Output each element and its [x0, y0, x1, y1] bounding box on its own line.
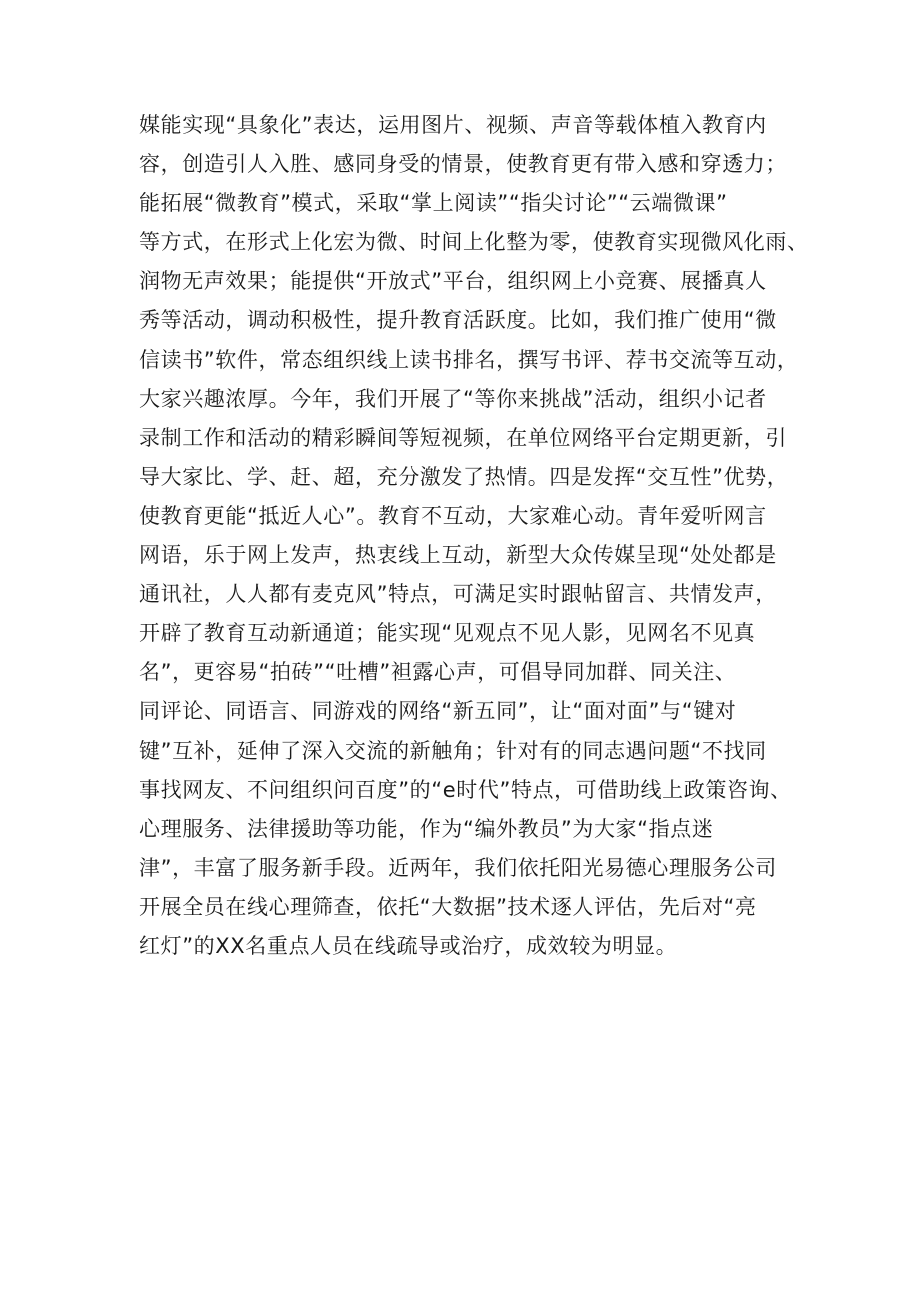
- text-line: 同评论、同语言、同游戏的网络“新五同”，让“面对面”与“键对: [139, 699, 737, 724]
- text-line: 能拓展“微教育”模式，采取“掌上阅读”“指尖讨论”“云端微课”: [139, 191, 728, 216]
- text-line: 导大家比、学、赶、超，充分激发了热情。四是发挥“交互性”优势，: [139, 464, 789, 489]
- text-line: 等方式，在形式上化宏为微、时间上化整为零，使教育实现微风化雨、: [139, 230, 809, 255]
- text-line: 开展全员在线心理筛查，依托“大数据”技术逐人评估，先后对“亮: [139, 894, 757, 919]
- text-line: 网语，乐于网上发声，热衷线上互动，新型大众传媒呈现“处处都是: [139, 543, 777, 568]
- text-line: 信读书”软件，常态组织线上读书排名，撰写书评、荐书交流等互动，: [139, 347, 799, 372]
- text-line: 录制工作和活动的精彩瞬间等短视频，在单位网络平台定期更新，引: [139, 425, 787, 450]
- text-line: 使教育更能“抵近人心”。教育不互动，大家难心动。青年爱听网言: [139, 503, 767, 528]
- text-line: 通讯社，人人都有麦克风”特点，可满足实时跟帖留言、共情发声，: [139, 582, 777, 607]
- text-line: 大家兴趣浓厚。今年，我们开展了“等你来挑战”活动，组织小记者: [139, 386, 767, 411]
- text-line: 名”，更容易“拍砖”“吐槽”袒露心声，可倡导同加群、同关注、: [139, 660, 737, 685]
- text-line: 开辟了教育互动新通道；能实现“见观点不见人影，见网名不见真: [139, 621, 756, 646]
- text-line: 津”，丰富了服务新手段。近两年，我们依托阳光易德心理服务公司: [139, 855, 777, 880]
- body-paragraph: [139, 106, 839, 966]
- text-line: 心理服务、法律援助等功能，作为“编外教员”为大家“指点迷: [139, 816, 714, 841]
- text-line: 键”互补，延伸了深入交流的新触角；针对有的同志遇问题“不找同: [139, 738, 767, 763]
- text-line: 事找网友、不问组织问百度”的“e时代”特点，可借助线上政策咨询、: [139, 777, 792, 802]
- text-line: 容，创造引人入胜、感同身受的情景，使教育更有带入感和穿透力；: [139, 152, 787, 177]
- text-line: 秀等活动，调动积极性，提升教育活跃度。比如，我们推广使用“微: [139, 308, 777, 333]
- text-line: 润物无声效果；能提供“开放式”平台，组织网上小竞赛、展播真人: [139, 269, 767, 294]
- text-line: 媒能实现“具象化”表达，运用图片、视频、声音等载体植入教育内: [139, 113, 767, 137]
- text-line: 红灯”的XX名重点人员在线疏导或治疗，成效较为明显。: [139, 933, 678, 958]
